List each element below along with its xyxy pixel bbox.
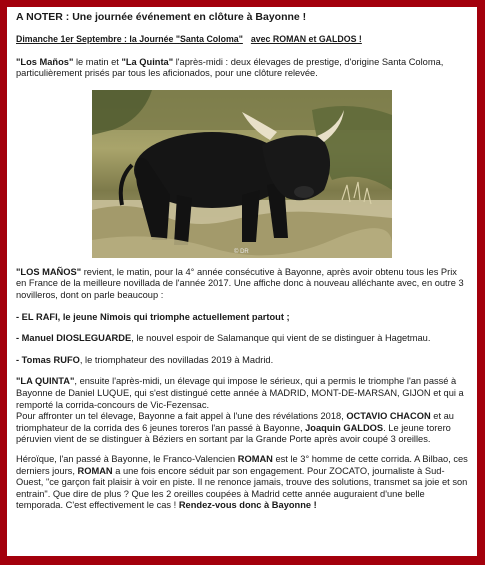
la-quinta-paragraph: "LA QUINTA", ensuite l'après-midi, un élevage qui impose le sérieux, qui a permis le triomphe l'an passé à Bayonne de Daniel LUQUE, qui s'est distingué cette année à MADRID, MONT-DE-MARSAN, GIJON et qui a remporté la corrida-concours de Vic-Fezensac. [16, 376, 464, 410]
la-quinta-toreros-paragraph: Pour affronter un tel élevage, Bayonne a fait appel à l'une des révélations 2018, OCTAVIO CHACON et au triomphateur de la corrida des 6 jeunes toreros l'an passé à Bayonne, Joaquin GALDOS. Le jeune torero péruvien vient de se distinguer à Béziers en sortant par la Grande Porte après avoir coupé 3 oreilles. [16, 411, 454, 445]
roman-paragraph: Héroïque, l'an passé à Bayonne, le Franco-Valencien ROMAN est le 3° homme de cette corrida. A Bilbao, ces derniers jours, ROMAN a une fois encore séduit par son engagement. Pour ZOCATO, journaliste à Sud-Ouest, "ce garçon fait plaisir à voir en piste. Il ne renonce jamais, trouve des solutions, transmet sa joie et son entrain". Que dire de plus ? Que les 2 oreilles coupées à Madrid cette année auguraient d'une belle temporada. C'est effectivement le cas ! Rendez-vous donc à Bayonne ! [16, 453, 468, 511]
torero-roman: ROMAN [237, 453, 273, 464]
torero-galdos: Joaquin GALDOS [305, 422, 384, 433]
los-manos-paragraph: "LOS MAÑOS" revient, le matin, pour la 4° année consécutive à Bayonne, après avoir obtenu tous les Prix en France de la meilleure novillada de l'année 2017. Une affiche donc à nouveau alléchante avec, en outre 3 novilleros, dont on parle beaucoup : [16, 266, 464, 300]
novillero-item-2: - Manuel DIOSLEGUARDE, le nouvel espoir de Salamanque qui vient de se distinguer à Hagetmau. [16, 333, 431, 344]
novillero-item-1: - EL RAFI, le jeune Nîmois qui triomphe actuellement partout ; [16, 311, 290, 322]
article-subtitle [16, 34, 468, 46]
novillero-item-3: - Tomas RUFO, le triomphateur des novilladas 2019 à Madrid. [16, 354, 274, 365]
los-manos-name: "LOS MAÑOS" [16, 266, 82, 277]
subtitle-date: Dimanche 1er Septembre : la Journée "Santa Coloma" [16, 34, 243, 44]
intro-ranch-los-manos: "Los Maños" [16, 56, 74, 67]
article-frame [7, 7, 477, 556]
bull-photo [92, 90, 392, 258]
intro-ranch-la-quinta: "La Quinta" [121, 56, 174, 67]
bull-illustration [92, 90, 392, 258]
torero-chacon: OCTAVIO CHACON [346, 411, 431, 422]
la-quinta-name: "LA QUINTA" [16, 376, 75, 387]
article-title: A NOTER : Une journée événement en clôture à Bayonne ! [16, 11, 307, 23]
photo-credit: © DR [234, 248, 249, 255]
article-content [7, 7, 477, 512]
closing-call: Rendez-vous donc à Bayonne ! [178, 500, 317, 511]
subtitle-toreros: avec ROMAN et GALDOS ! [250, 34, 362, 44]
intro-paragraph: "Los Maños" le matin et "La Quinta" l'après-midi : deux élevages de prestige, d'origine Santa Coloma, particulièrement prisés par tous les aficionados, pour une clôture relevée. [16, 56, 444, 79]
